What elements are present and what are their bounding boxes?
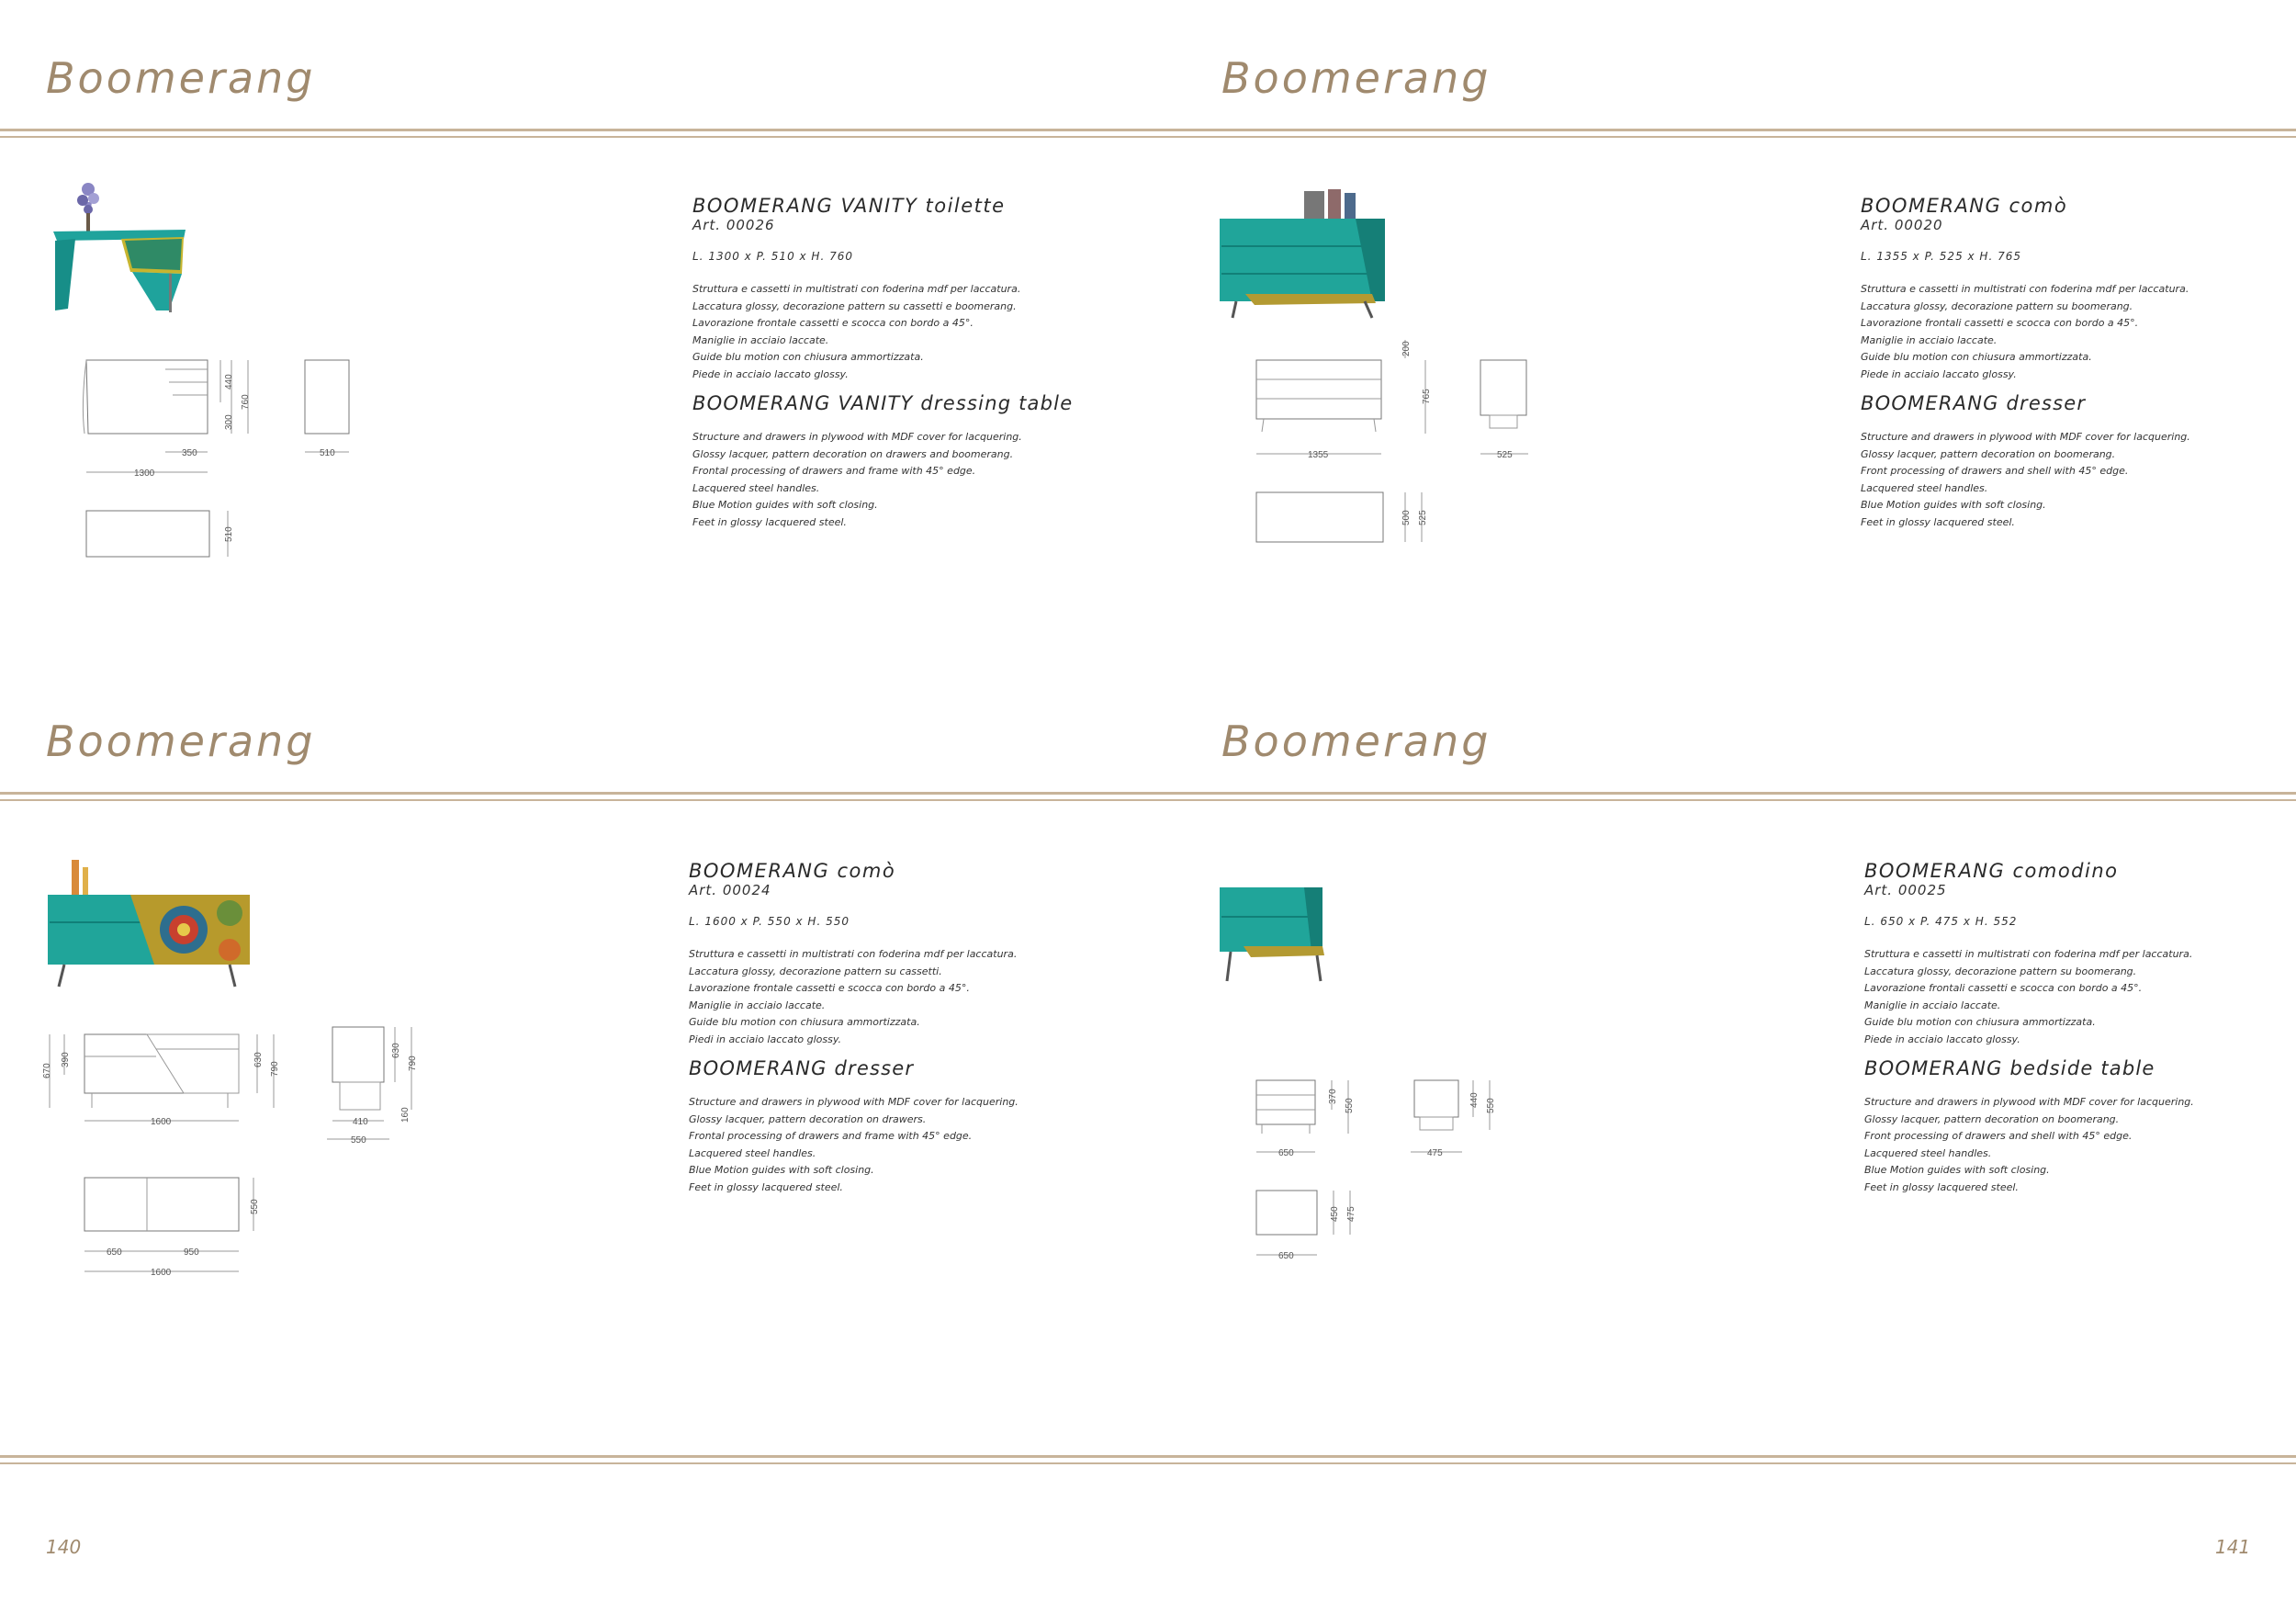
product-dresser20-desc-it: Struttura e cassetti in multistrati con foderina mdf per laccatura. Laccatura glossy, decorazione pattern su boomerang. Lavorazione frontali cassetti e scocca con bordo a 45°. Maniglie in acciaio laccate. Guide blu motion con chiusura ammortizzata. Piede in acciaio laccato glossy. bbox=[1861, 283, 2189, 380]
product-vanity-article: Art. 00026 bbox=[692, 217, 775, 233]
dim-dresser20-top: 200 bbox=[1401, 341, 1412, 356]
dim-dresser20-h: 765 bbox=[1422, 389, 1432, 404]
page-number-left: 140 bbox=[46, 1536, 82, 1558]
product-dresser-00020 bbox=[1861, 195, 2296, 531]
dim-dresser24-r1: 630 bbox=[253, 1052, 264, 1067]
dim-dresser24-r2: 790 bbox=[270, 1061, 280, 1077]
dim-dresser20-d2: 525 bbox=[1418, 510, 1428, 525]
dim-dresser24-t2: 650 bbox=[107, 1247, 122, 1258]
dim-dresser24-w: 1600 bbox=[151, 1117, 172, 1127]
vanity-desk-photo bbox=[48, 173, 195, 320]
product-dresser20-title-en: BOOMERANG dresser bbox=[1861, 392, 2087, 414]
brand-title-mid-left: Boomerang bbox=[46, 717, 316, 766]
dim-dresser20-side: 525 bbox=[1497, 450, 1513, 460]
dim-dresser24-t3: 950 bbox=[184, 1247, 199, 1258]
dim-dresser20-w: 1355 bbox=[1308, 450, 1329, 460]
product-vanity-title-en: BOOMERANG VANITY dressing table bbox=[692, 392, 1074, 414]
divider-mid-1 bbox=[0, 792, 2296, 795]
divider-mid-2 bbox=[0, 799, 2296, 801]
divider-bottom-2 bbox=[0, 1462, 2296, 1464]
product-dresser24-desc-it: Struttura e cassetti in multistrati con foderina mdf per laccatura. Laccatura glossy, decorazione pattern su cassetti. Lavorazione frontale cassetti e scocca con bordo a 45°. Maniglie in acciaio laccate. Guide blu motion con chiusura ammortizzata. Piedi in acciaio laccato glossy. bbox=[689, 948, 1018, 1045]
bedside-table-drawing bbox=[1249, 1066, 1543, 1268]
product-vanity-dimensions: L. 1300 x P. 510 x H. 760 bbox=[692, 250, 853, 263]
product-dresser24-dimensions: L. 1600 x P. 550 x H. 550 bbox=[689, 915, 850, 928]
dim-vanity-h1: 440 bbox=[224, 374, 234, 389]
dim-vanity-h2: 300 bbox=[224, 414, 234, 430]
dresser-00024-drawing bbox=[37, 1020, 459, 1286]
product-dresser-00024 bbox=[689, 860, 1203, 1196]
dim-dresser24-s5: 550 bbox=[351, 1135, 366, 1146]
product-dresser20-dimensions: L. 1355 x P. 525 x H. 765 bbox=[1861, 250, 2021, 263]
dim-dresser24-s3: 160 bbox=[400, 1107, 411, 1123]
dim-vanity-top: 510 bbox=[224, 526, 234, 542]
bedside-table-photo bbox=[1216, 882, 1335, 992]
product-vanity-title-it: BOOMERANG VANITY toilette bbox=[692, 195, 1006, 217]
dresser-00024-photo bbox=[46, 858, 257, 996]
dim-dresser24-s2: 790 bbox=[408, 1055, 418, 1071]
vanity-desk-drawing-front bbox=[73, 349, 367, 570]
dim-bedside-fw: 650 bbox=[1278, 1148, 1294, 1158]
product-bedside-dimensions: L. 650 x P. 475 x H. 552 bbox=[1864, 915, 2018, 928]
dim-vanity-side: 510 bbox=[320, 448, 335, 458]
divider-top-1 bbox=[0, 129, 2296, 131]
product-dresser20-title-it: BOOMERANG comò bbox=[1861, 195, 2068, 217]
dim-dresser24-s4: 410 bbox=[353, 1117, 368, 1127]
product-dresser20-article: Art. 00020 bbox=[1861, 217, 1943, 233]
page-number-right: 141 bbox=[2215, 1536, 2251, 1558]
product-bedside-title-en: BOOMERANG bedside table bbox=[1864, 1057, 2155, 1079]
product-bedside-desc-it: Struttura e cassetti in multistrati con foderina mdf per laccatura. Laccatura glossy, decorazione pattern su boomerang. Lavorazione frontali cassetti e scocca con bordo a 45°. Maniglie in acciaio laccate. Guide blu motion con chiusura ammortizzata. Piede in acciaio laccato glossy. bbox=[1864, 948, 2193, 1045]
dresser-00020-photo bbox=[1218, 184, 1392, 322]
dim-bedside-t1: 450 bbox=[1330, 1206, 1340, 1222]
product-vanity bbox=[692, 195, 1207, 531]
brand-title-mid-right: Boomerang bbox=[1221, 717, 1491, 766]
dim-bedside-sw: 475 bbox=[1427, 1148, 1443, 1158]
dim-bedside-s1: 440 bbox=[1469, 1092, 1480, 1108]
product-bedside-desc-en: Structure and drawers in plywood with MDF cover for lacquering. Glossy lacquer, pattern decoration on boomerang. Front processing of drawers and shell with 45° edge. Lacquered steel handles. Blue Motion guides with soft closing. Feet in glossy lacquered steel. bbox=[1864, 1096, 2194, 1193]
dim-dresser20-d1: 500 bbox=[1401, 510, 1412, 525]
dim-dresser24-l2: 390 bbox=[61, 1052, 71, 1067]
dim-bedside-tw: 650 bbox=[1278, 1251, 1294, 1261]
divider-bottom-1 bbox=[0, 1455, 2296, 1458]
product-bedside-title-it: BOOMERANG comodino bbox=[1864, 860, 2119, 882]
dim-bedside-t2: 475 bbox=[1346, 1206, 1356, 1222]
dim-dresser24-t1: 550 bbox=[250, 1199, 260, 1214]
dresser-00020-drawing bbox=[1249, 331, 1543, 551]
brand-title-top-right: Boomerang bbox=[1221, 53, 1491, 103]
dim-vanity-w1: 350 bbox=[182, 448, 197, 458]
dim-dresser24-s1: 630 bbox=[391, 1043, 401, 1058]
dim-bedside-s2: 550 bbox=[1486, 1098, 1496, 1113]
divider-top-2 bbox=[0, 136, 2296, 138]
product-dresser24-article: Art. 00024 bbox=[689, 882, 771, 898]
product-dresser24-desc-en: Structure and drawers in plywood with MDF cover for lacquering. Glossy lacquer, pattern decoration on drawers. Frontal processing of drawers and frame with 45° edge. Lacquered steel handles. Blue Motion guides with soft closing. Feet in glossy lacquered steel. bbox=[689, 1096, 1019, 1193]
product-vanity-desc-en: Structure and drawers in plywood with MDF cover for lacquering. Glossy lacquer, pattern decoration on drawers and boomerang. Frontal processing of drawers and frame with 45° edge. Lacquered steel handles. Blue Motion guides with soft closing. Feet in glossy lacquered steel. bbox=[692, 431, 1022, 528]
product-bedside-article: Art. 00025 bbox=[1864, 882, 1947, 898]
dim-dresser24-l1: 670 bbox=[42, 1063, 52, 1078]
product-dresser24-title-it: BOOMERANG comò bbox=[689, 860, 896, 882]
dim-vanity-h3: 760 bbox=[241, 394, 251, 410]
brand-title-top-left: Boomerang bbox=[46, 53, 316, 103]
dim-bedside-f1: 370 bbox=[1328, 1089, 1338, 1104]
product-dresser24-title-en: BOOMERANG dresser bbox=[689, 1057, 915, 1079]
product-vanity-desc-it: Struttura e cassetti in multistrati con foderina mdf per laccatura. Laccatura glossy, decorazione pattern su cassetti e boomerang. Lavorazione frontale cassetti e scocca con bordo a 45°. Maniglie in acciaio laccate. Guide blu motion con chiusura ammortizzata. Piede in acciaio laccato glossy. bbox=[692, 283, 1021, 380]
dim-dresser24-t4: 1600 bbox=[151, 1268, 172, 1278]
dim-bedside-f2: 550 bbox=[1345, 1098, 1355, 1113]
dim-vanity-w2: 1300 bbox=[134, 468, 155, 479]
product-bedside-table bbox=[1864, 860, 2296, 1196]
product-dresser20-desc-en: Structure and drawers in plywood with MDF cover for lacquering. Glossy lacquer, pattern decoration on boomerang. Front processing of drawers and shell with 45° edge. Lacquered steel handles. Blue Motion guides with soft closing. Feet in glossy lacquered steel. bbox=[1861, 431, 2190, 528]
